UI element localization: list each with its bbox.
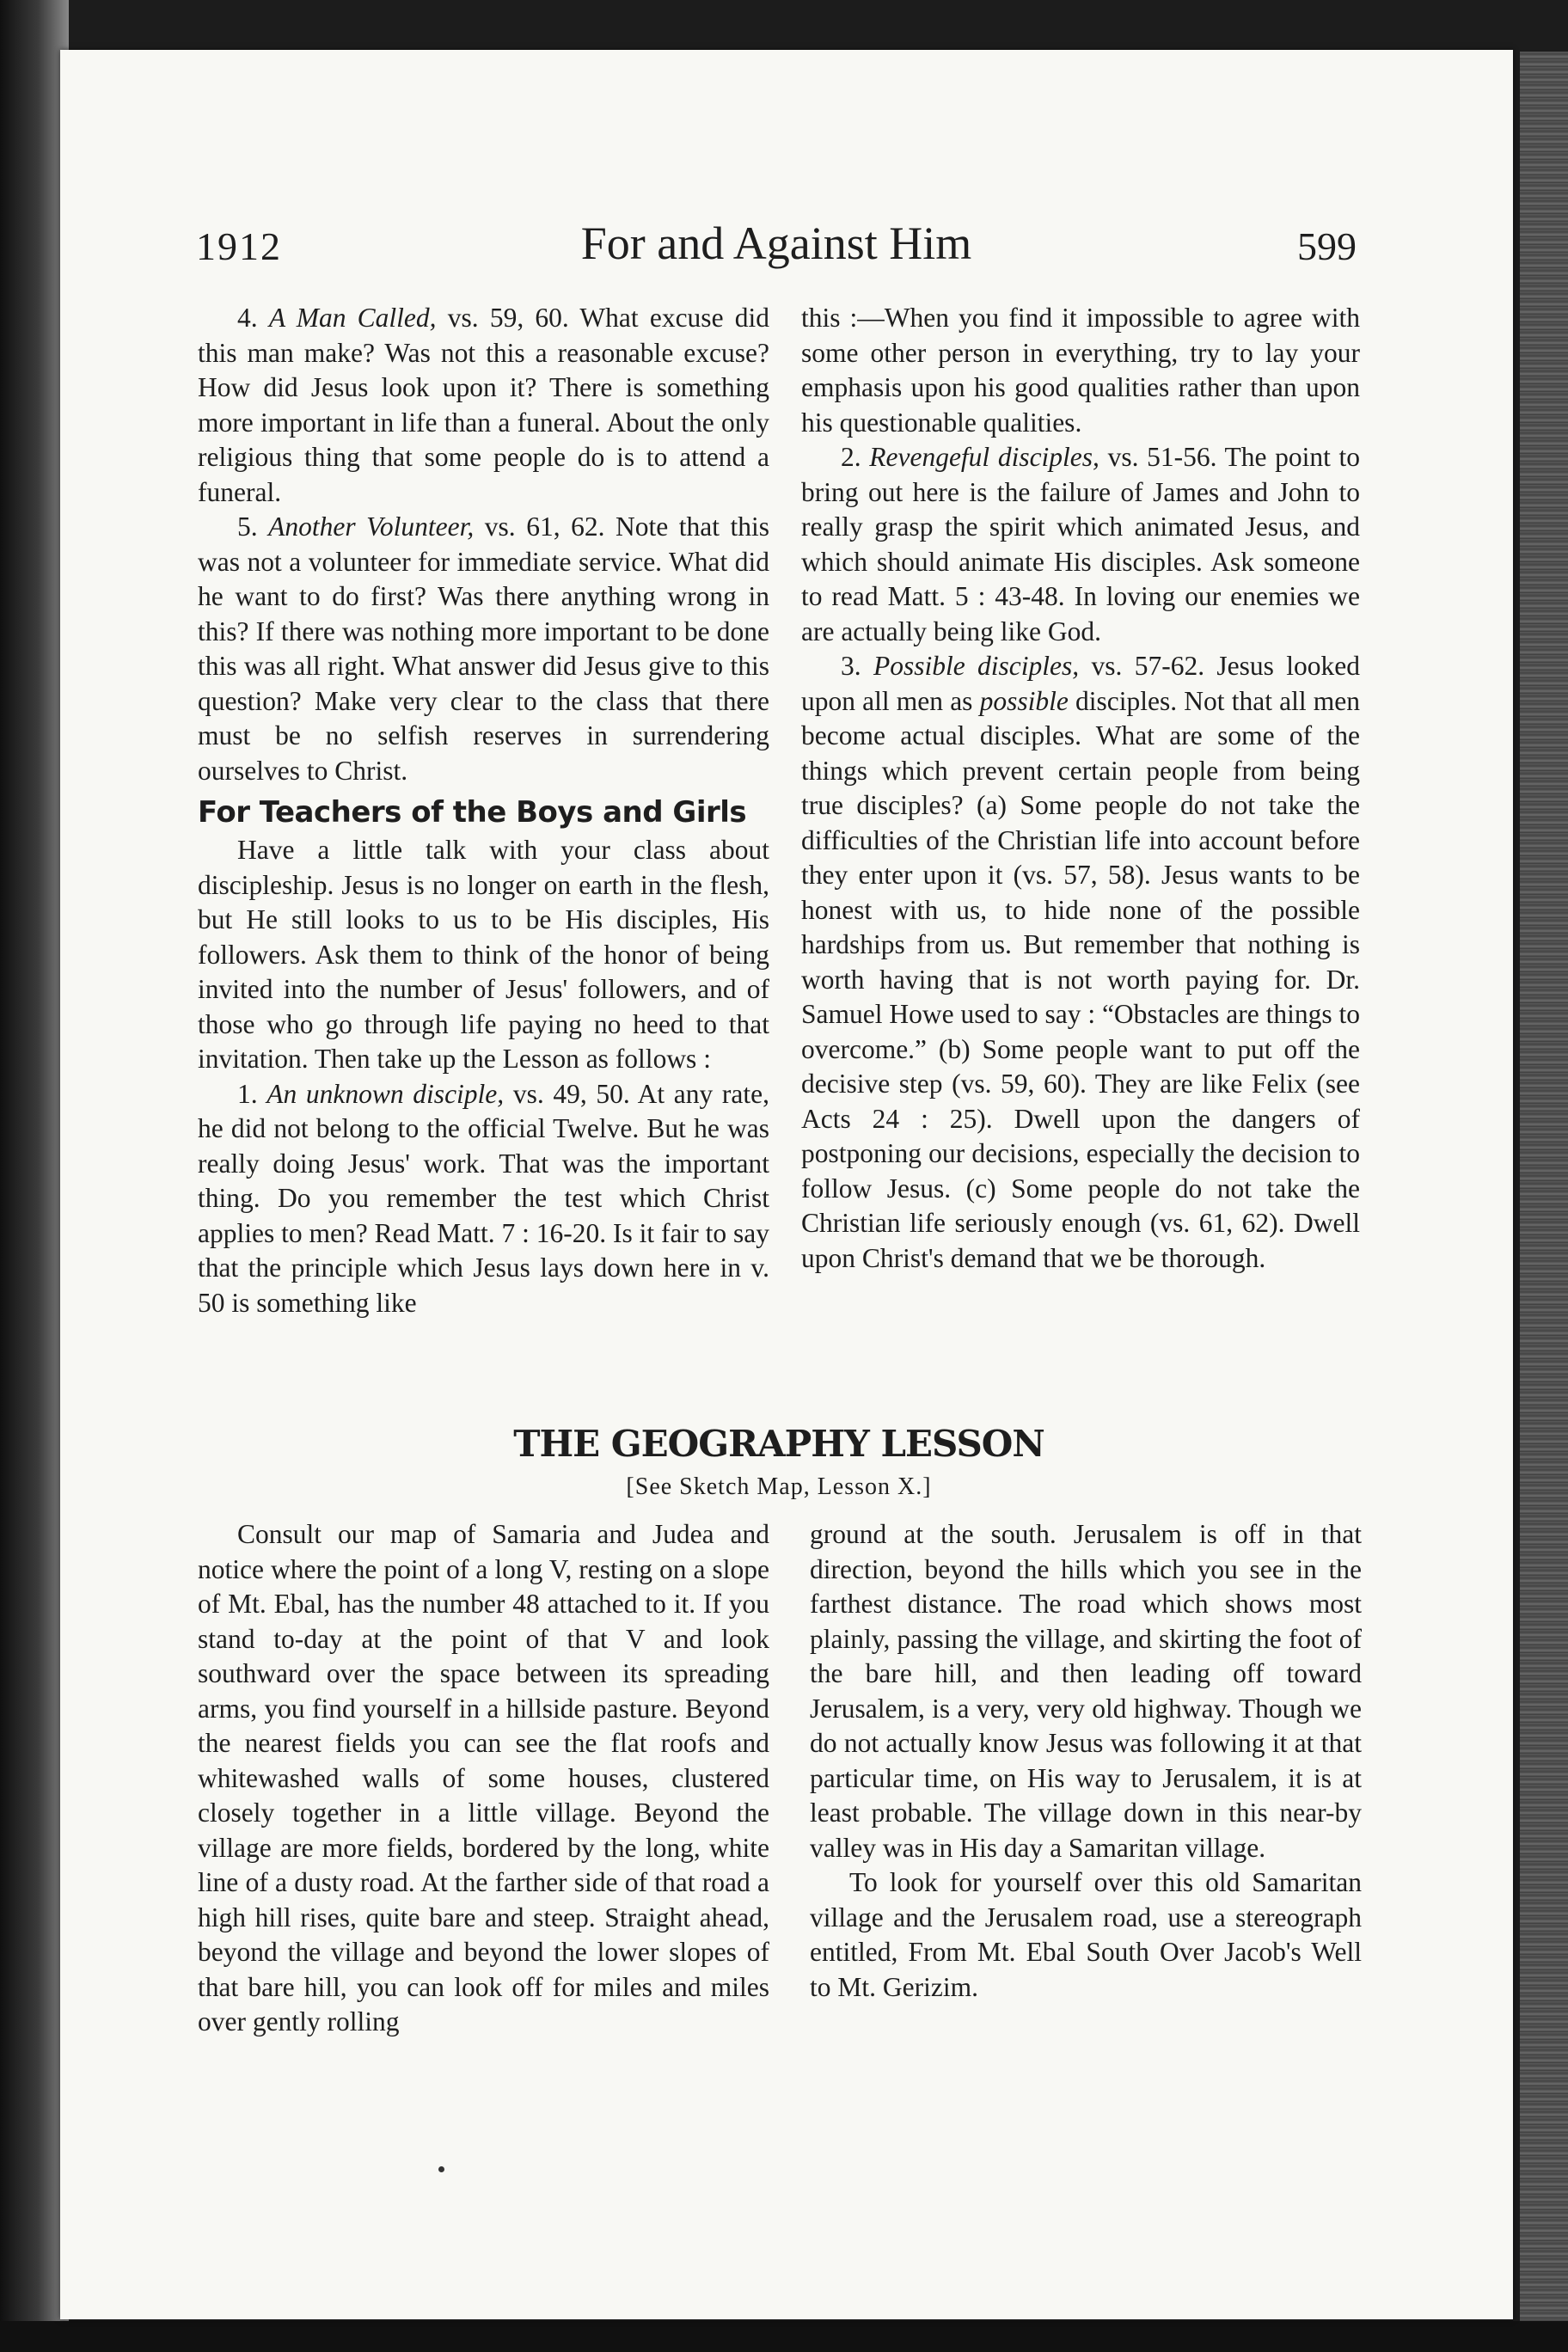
- geography-lesson-subtitle: [See Sketch Map, Lesson X.]: [626, 1473, 932, 1500]
- italic-heading: Revengeful disciples,: [869, 442, 1099, 472]
- italic-heading: A Man Called,: [268, 303, 437, 333]
- paragraph-possible-disciples: 3. Possible disciples, vs. 57-62. Jesus looked upon all men as possible disciples. Not that all men become actual disciples. What are some of the things which prevent certain people from being true disciples? (a) Some people do not take the difficulties of the Christian life into account before they enter upon it (vs. 57, 58). Jesus wants to be honest with us, to hide none of the possible hardships from us. But remember that nothing is worth having that is not worth paying for. Dr. Samuel Howe used to say : “Obstacles are things to overcome.” (b) Some people want to put off the decisive step (vs. 59, 60). They are like Felix (see Acts 24 : 25). Dwell upon the dangers of postponing our decisions, especially the decision to follow Jesus. (c) Some people do not take the Christian life seriously enough (vs. 61, 62). Dwell upon Christ's demand that we be thorough.: [801, 651, 1361, 1273]
- scan-speck: [438, 2166, 444, 2172]
- running-header: [196, 213, 1357, 282]
- section-heading-boys-girls: For Teachers of the Boys and Girls: [198, 795, 747, 830]
- book-spine-edge: [1520, 52, 1568, 2352]
- paragraph-continuation: this :—When you find it impossible to agree with some other person in everything, try to lay your emphasis upon his good qualities rather than upon his questionable qualities.: [801, 303, 1360, 438]
- page-title: For and Against Him: [580, 217, 972, 269]
- paragraph-unknown-disciple: 1. An unknown disciple, vs. 49, 50. At any rate, he did not belong to the official Twelve. But he was really doing Jesus' work. That was the important thing. Do you remember the test which Christ applies to men? Read Matt. 7 : 16-20. Is it fair to say that the principle which Jesus lays down here in v. 50 is something like: [198, 1078, 770, 1318]
- paragraph-map-continuation: ground at the south. Jerusalem is off in that direction, beyond the hills which you see in the farthest distance. The road which shows most plainly, passing the village, and skirting the foot of the bare hill, and then leading off toward Jerusalem, is a very, very old highway. Though we do not actually know Jesus was following it at that particular time, on His way to Jerusalem, it is at least probable. The village down in this near-by valley was in His day a Samaritan village.: [810, 1519, 1362, 1863]
- italic-heading: An unknown disciple,: [266, 1078, 505, 1109]
- paragraph-another-volunteer: 5. Another Volunteer, vs. 61, 62. Note that this was not a volunteer for immediate service. What did he want to do first? Was there anything wrong in this? If there was nothing more important to be done this was all right. What answer did Jesus give to this question? Make very clear to the class that there must be no selfish reserves in surrendering ourselves to Christ.: [198, 511, 770, 786]
- paragraph-revengeful-disciples: 2. Revengeful disciples, vs. 51-56. The point to bring out here is the failure of James and John to really grasp the spirit which animated Jesus, and which should animate His disciples. Ask someone to read Matt. 5 : 43-48. In loving our enemies we are actually being like God.: [801, 442, 1361, 646]
- left-column-top: [198, 301, 769, 1320]
- paragraph-a-man-called: 4. A Man Called, vs. 59, 60. What excuse did this man make? Was not this a reasonable excuse? How did Jesus look upon it? There is something more important in life than a funeral. About the only religious thing that some people do is to attend a funeral.: [198, 303, 770, 507]
- italic-heading: Possible disciples,: [873, 651, 1080, 681]
- paragraph-stereograph: To look for yourself over this old Samaritan village and the Jerusalem road, use a stereograph entitled, From Mt. Ebal South Over Jacob's Well to Mt. Gerizim.: [810, 1867, 1362, 2002]
- paragraph-discipleship-intro: Have a little talk with your class about discipleship. Jesus is no longer on earth in the flesh, but He still looks to us to be His disciples, His followers. Ask them to think of the honor of being invited into the number of Jesus' followers, and of those who go through life paying no heed to that invitation. Then take up the Lesson as follows :: [198, 835, 769, 1074]
- right-column-bottom: [810, 1517, 1362, 2005]
- left-column-bottom: [198, 1517, 769, 2040]
- paragraph-map-description: Consult our map of Samaria and Judea and notice where the point of a long V, resting on a slope of Mt. Ebal, has the number 48 attached to it. If you stand to-day at the point of that V and look southward over the space between its spreading arms, you find yourself in a hillside pasture. Beyond the nearest fields you can see the flat roofs and whitewashed walls of some houses, clustered closely together in a little village. Beyond the village are more fields, bordered by the long, white line of a dusty road. At the farther side of that road a high hill rises, quite bare and steep. Straight ahead, beyond the village and beyond the lower slopes of that bare hill, you can look off for miles and miles over gently rolling: [198, 1519, 769, 2037]
- geography-lesson-title: THE GEOGRAPHY LESSON: [513, 1423, 1044, 1465]
- scan-left-edge: [0, 0, 69, 2352]
- right-column-top: [801, 301, 1360, 1276]
- page-number: 599: [1297, 224, 1357, 268]
- scan-bottom-edge: [0, 2321, 1568, 2352]
- header-year: 1912: [196, 224, 282, 268]
- italic-heading: Another Volunteer,: [268, 511, 475, 542]
